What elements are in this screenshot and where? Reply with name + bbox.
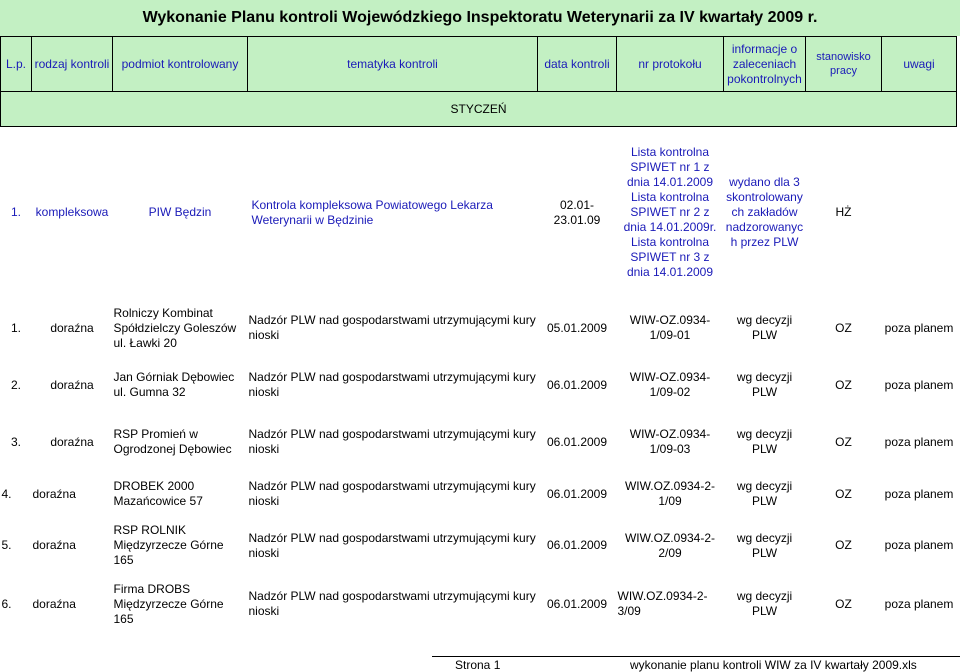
month-label: STYCZEŃ: [1, 92, 957, 127]
cell-rodzaj: doraźna: [50, 320, 94, 335]
cell-lp: 2.: [10, 377, 21, 392]
header-rodzaj: rodzaj kontroli: [32, 37, 113, 92]
cell-rodzaj: doraźna: [32, 538, 76, 552]
cell-informacje: wg decyzji PLW: [736, 589, 793, 618]
cell-uwagi: poza planem: [884, 596, 954, 611]
page-footer: [0, 656, 960, 672]
cell-tematyka: Nadzór PLW nad gospodarstwami utrzymującymi kury nioski: [248, 530, 536, 560]
cell-protokol: WIW.OZ.0934-2-3/09: [617, 589, 708, 618]
header-lp: L.p.: [1, 37, 32, 92]
cell-lp: 6.: [1, 596, 12, 611]
cell-lp: 1.: [10, 320, 21, 335]
cell-tematyka: Nadzór PLW nad gospodarstwami utrzymującymi kury nioski: [248, 427, 536, 456]
cell-podmiot: Firma DROBS Międzyrzecze Górne 165: [113, 581, 224, 626]
cell-data: 05.01.2009: [546, 320, 608, 335]
table-row: [1, 358, 957, 412]
cell-podmiot: RSP Promień w Ogrodzonej Dębowiec: [113, 427, 232, 456]
cell-protokol: WIW.OZ.0934-2-1/09: [624, 479, 716, 508]
header-data: data kontroli: [538, 37, 617, 92]
cell-uwagi: [882, 127, 957, 299]
cell-tematyka: Nadzór PLW nad gospodarstwami utrzymującymi kury nioski: [248, 370, 536, 399]
header-row: [1, 37, 957, 92]
cell-data: 06.01.2009: [546, 538, 608, 552]
cell-podmiot: PIW Będzin: [148, 205, 212, 219]
table-row: [1, 516, 957, 575]
cell-stanowisko: OZ: [835, 596, 852, 611]
cell-uwagi: poza planem: [884, 538, 954, 552]
table-row: [1, 298, 957, 358]
sheet-title: [0, 0, 960, 36]
cell-stanowisko: OZ: [835, 377, 852, 392]
cell-tematyka: Nadzór PLW nad gospodarstwami utrzymującymi kury nioski: [248, 479, 536, 508]
cell-protokol: WIW-OZ.0934-1/09-02: [629, 370, 711, 399]
cell-uwagi: poza planem: [884, 377, 954, 392]
cell-protokol: Lista kontrolna SPIWET nr 1 z dnia 14.01.2009 Lista kontrolna SPIWET nr 2 z dnia 14.01.2009r. Lista kontrolna SPIWET nr 3 z dnia 14.01.2009: [623, 145, 717, 279]
file-name: wykonanie planu kontroli WIW za IV kwartały 2009.xls: [630, 658, 917, 672]
cell-rodzaj: kompleksowa: [35, 205, 109, 219]
cell-stanowisko: OZ: [835, 486, 852, 501]
cell-informacje: wg decyzji PLW: [736, 313, 793, 342]
cell-rodzaj: doraźna: [50, 434, 94, 449]
table-row: [1, 472, 957, 516]
month-row: [1, 92, 957, 127]
sheet-title-text: Wykonanie Planu kontroli Wojewódzkiego Inspektoratu Weterynarii za IV kwartały 2009 r.: [142, 9, 818, 26]
control-plan-table: [0, 36, 957, 633]
cell-rodzaj: doraźna: [32, 596, 76, 611]
cell-informacje: wydano dla 3 skontrolowany ch zakładów nadzorowanyc h przez PLW: [725, 175, 804, 249]
cell-lp: 5.: [1, 538, 12, 552]
header-protokol: nr protokołu: [617, 37, 724, 92]
cell-protokol: WIW.OZ.0934-2-2/09: [624, 530, 716, 560]
cell-informacje: wg decyzji PLW: [736, 479, 793, 508]
header-stanowisko: stanowisko pracy: [806, 37, 882, 92]
cell-data: 02.01-23.01.09: [553, 197, 601, 227]
cell-uwagi: poza planem: [884, 434, 954, 449]
cell-data: 06.01.2009: [546, 596, 608, 611]
cell-rodzaj: doraźna: [32, 486, 76, 501]
cell-stanowisko: OZ: [835, 538, 852, 552]
table-row: [1, 575, 957, 633]
cell-data: 06.01.2009: [546, 486, 608, 501]
cell-lp: 3.: [10, 434, 21, 449]
cell-podmiot: Rolniczy Kombinat Spółdzielczy Goleszów ul. Ławki 20: [113, 305, 237, 350]
header-podmiot: podmiot kontrolowany: [113, 37, 248, 92]
cell-stanowisko: OZ: [835, 434, 852, 449]
cell-podmiot: Jan Górniak Dębowiec ul. Gumna 32: [113, 370, 235, 399]
cell-informacje: wg decyzji PLW: [736, 370, 793, 399]
cell-stanowisko: OZ: [835, 320, 852, 335]
cell-data: 06.01.2009: [546, 434, 608, 449]
cell-lp: 1.: [10, 205, 21, 219]
cell-tematyka: Nadzór PLW nad gospodarstwami utrzymującymi kury nioski: [248, 313, 536, 342]
cell-informacje: wg decyzji PLW: [736, 530, 793, 560]
cell-uwagi: poza planem: [884, 320, 954, 335]
footer-divider: [432, 656, 960, 657]
cell-informacje: wg decyzji PLW: [736, 427, 793, 456]
cell-stanowisko: HŻ: [835, 205, 852, 219]
table-row: [1, 412, 957, 472]
header-tematyka: tematyka kontroli: [248, 37, 538, 92]
cell-uwagi: poza planem: [884, 486, 954, 501]
cell-data: 06.01.2009: [546, 377, 608, 392]
table-row: [1, 127, 957, 299]
header-informacje: informacje o zaleceniach pokontrolnych: [724, 37, 806, 92]
cell-podmiot: DROBEK 2000 Mazańcowice 57: [113, 479, 203, 508]
page-number: Strona 1: [455, 658, 501, 672]
cell-protokol: WIW-OZ.0934-1/09-03: [629, 427, 711, 456]
cell-lp: 4.: [1, 486, 12, 501]
cell-tematyka: Nadzór PLW nad gospodarstwami utrzymującymi kury nioski: [248, 589, 536, 618]
header-uwagi: uwagi: [882, 37, 957, 92]
cell-protokol: WIW-OZ.0934-1/09-01: [629, 313, 711, 342]
cell-rodzaj: doraźna: [50, 377, 94, 392]
cell-tematyka: Kontrola kompleksowa Powiatowego Lekarza Weterynarii w Będzinie: [251, 197, 493, 227]
cell-podmiot: RSP ROLNIK Międzyrzecze Górne 165: [113, 523, 224, 567]
